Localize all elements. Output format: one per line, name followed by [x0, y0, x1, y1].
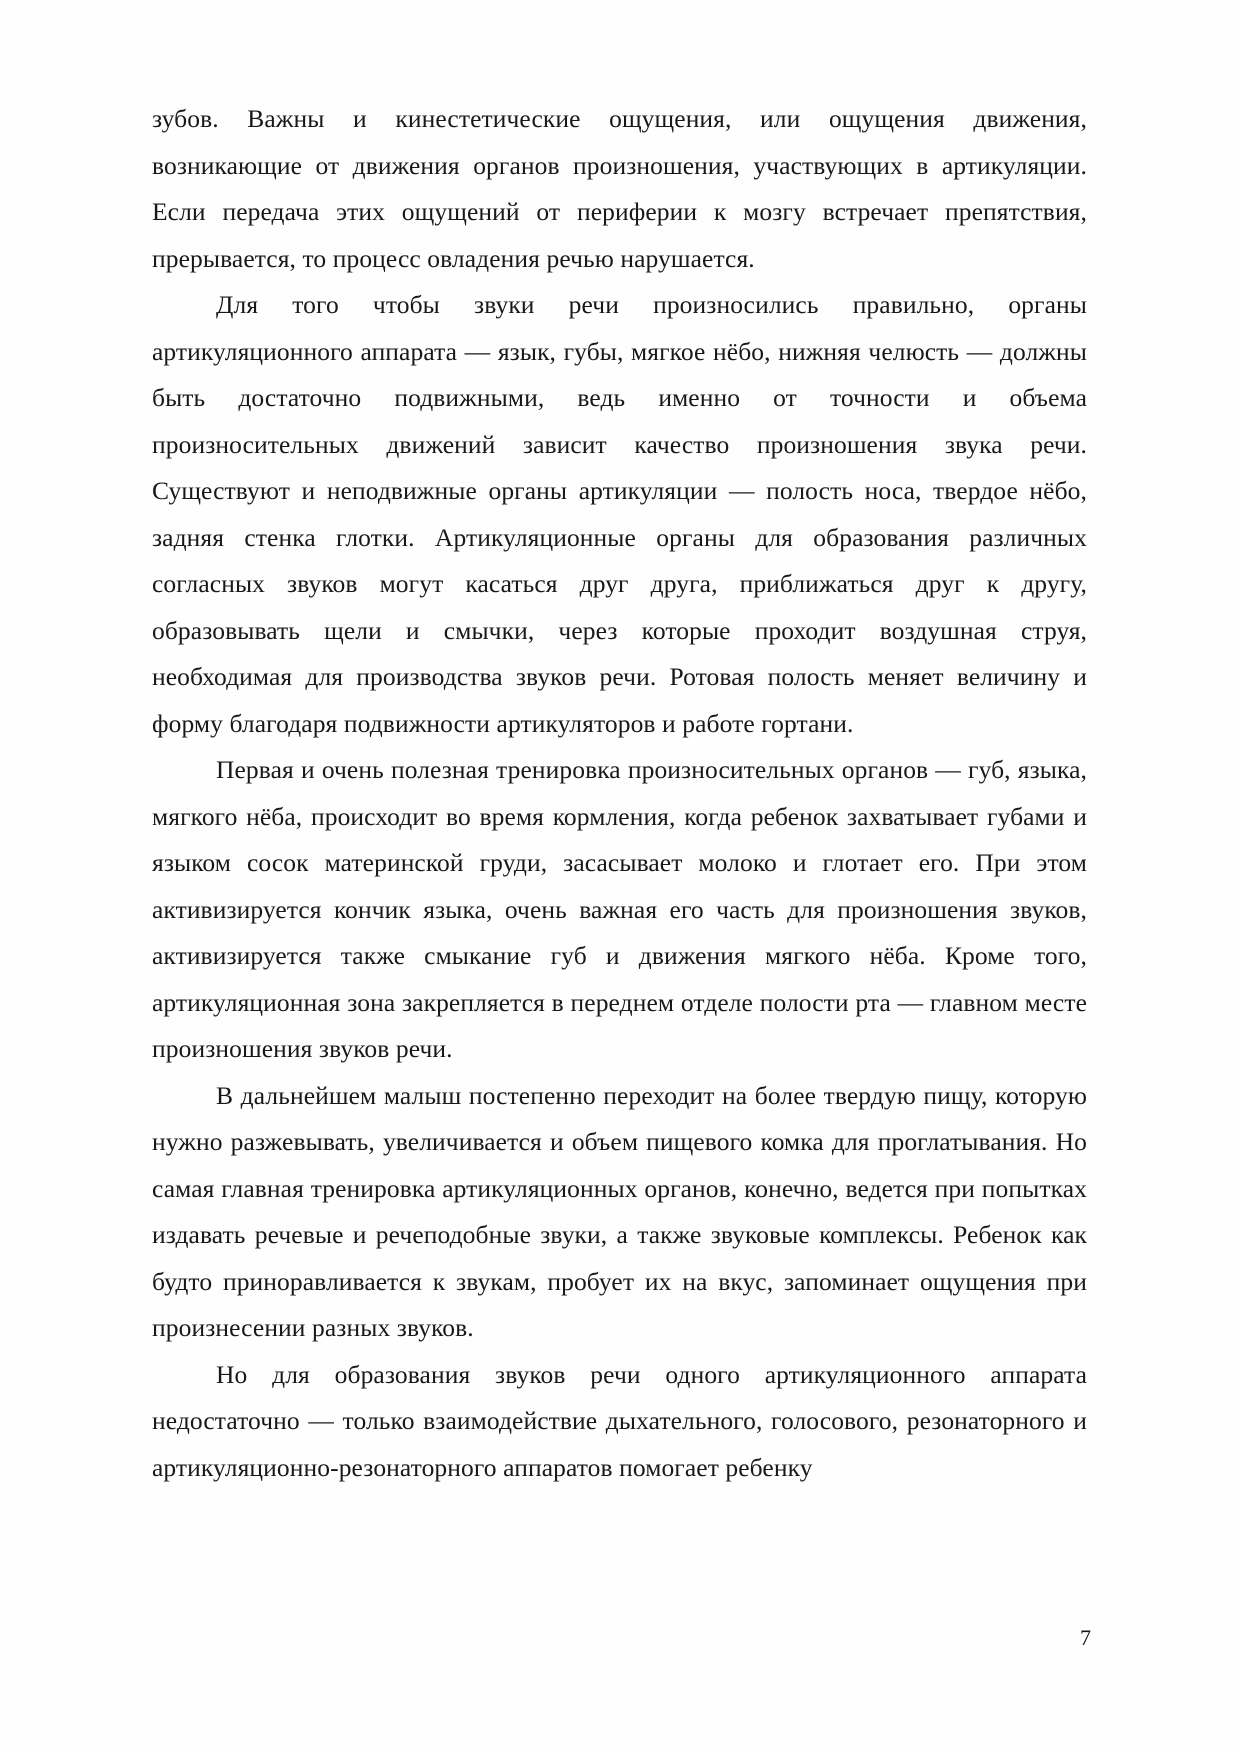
paragraph: зубов. Важны и кинестетические ощущения, или ощущения движения, возникающие от движения органов произношения, участвующих в артикуляции. Если передача этих ощущений от периферии к мозгу встречает препятствия, прерывается, то процесс овладения речью нарушается. — [152, 104, 1087, 273]
paragraph: Но для образования звуков речи одного артикуляционного аппарата недостаточно — только взаимодействие дыхательного, голосового, резонаторного и артикуляционно-резонаторного аппаратов помогает ребенку — [152, 1359, 1087, 1482]
page-number: 7 — [1080, 1625, 1091, 1650]
paragraph: Первая и очень полезная тренировка произносительных органов — губ, языка, мягкого нёба, происходит во время кормления, когда ребенок захватывает губами и языком сосок материнской груди, засасывает молоко и глотает его. При этом активизируется кончик языка, очень важная его часть для произношения звуков, активизируется также смыкание губ и движения мягкого нёба. Кроме того, артикуляционная зона закрепляется в переднем отделе полости рта — главном месте произношения звуков речи. — [152, 755, 1087, 1063]
body-text-column — [152, 96, 1087, 1491]
paragraph: В дальнейшем малыш постепенно переходит на более твердую пищу, которую нужно разжевывать, увеличивается и объем пищевого комка для проглатывания. Но самая главная тренировка артикуляционных органов, конечно, ведется при попытках издавать речевые и речеподобные звуки, а также звуковые комплексы. Ребенок как будто приноравливается к звукам, пробует их на вкус, запоминает ощущения при произнесении разных звуков. — [152, 1080, 1087, 1342]
paragraph: Для того чтобы звуки речи произносились правильно, органы артикуляционного аппарата — язык, губы, мягкое нёбо, нижняя челюсть — должны быть достаточно подвижными, ведь именно от точности и объема произносительных движений зависит качество произношения звука речи. Существуют и неподвижные органы артикуляции — полость носа, твердое нёбо, задняя стенка глотки. Артикуляционные органы для образования различных согласных звуков могут касаться друг друга, приближаться друг к другу, образовывать щели и смычки, через которые проходит воздушная струя, необходимая для производства звуков речи. Ротовая полость меняет величину и форму благодаря подвижности артикуляторов и работе гортани. — [152, 290, 1087, 738]
